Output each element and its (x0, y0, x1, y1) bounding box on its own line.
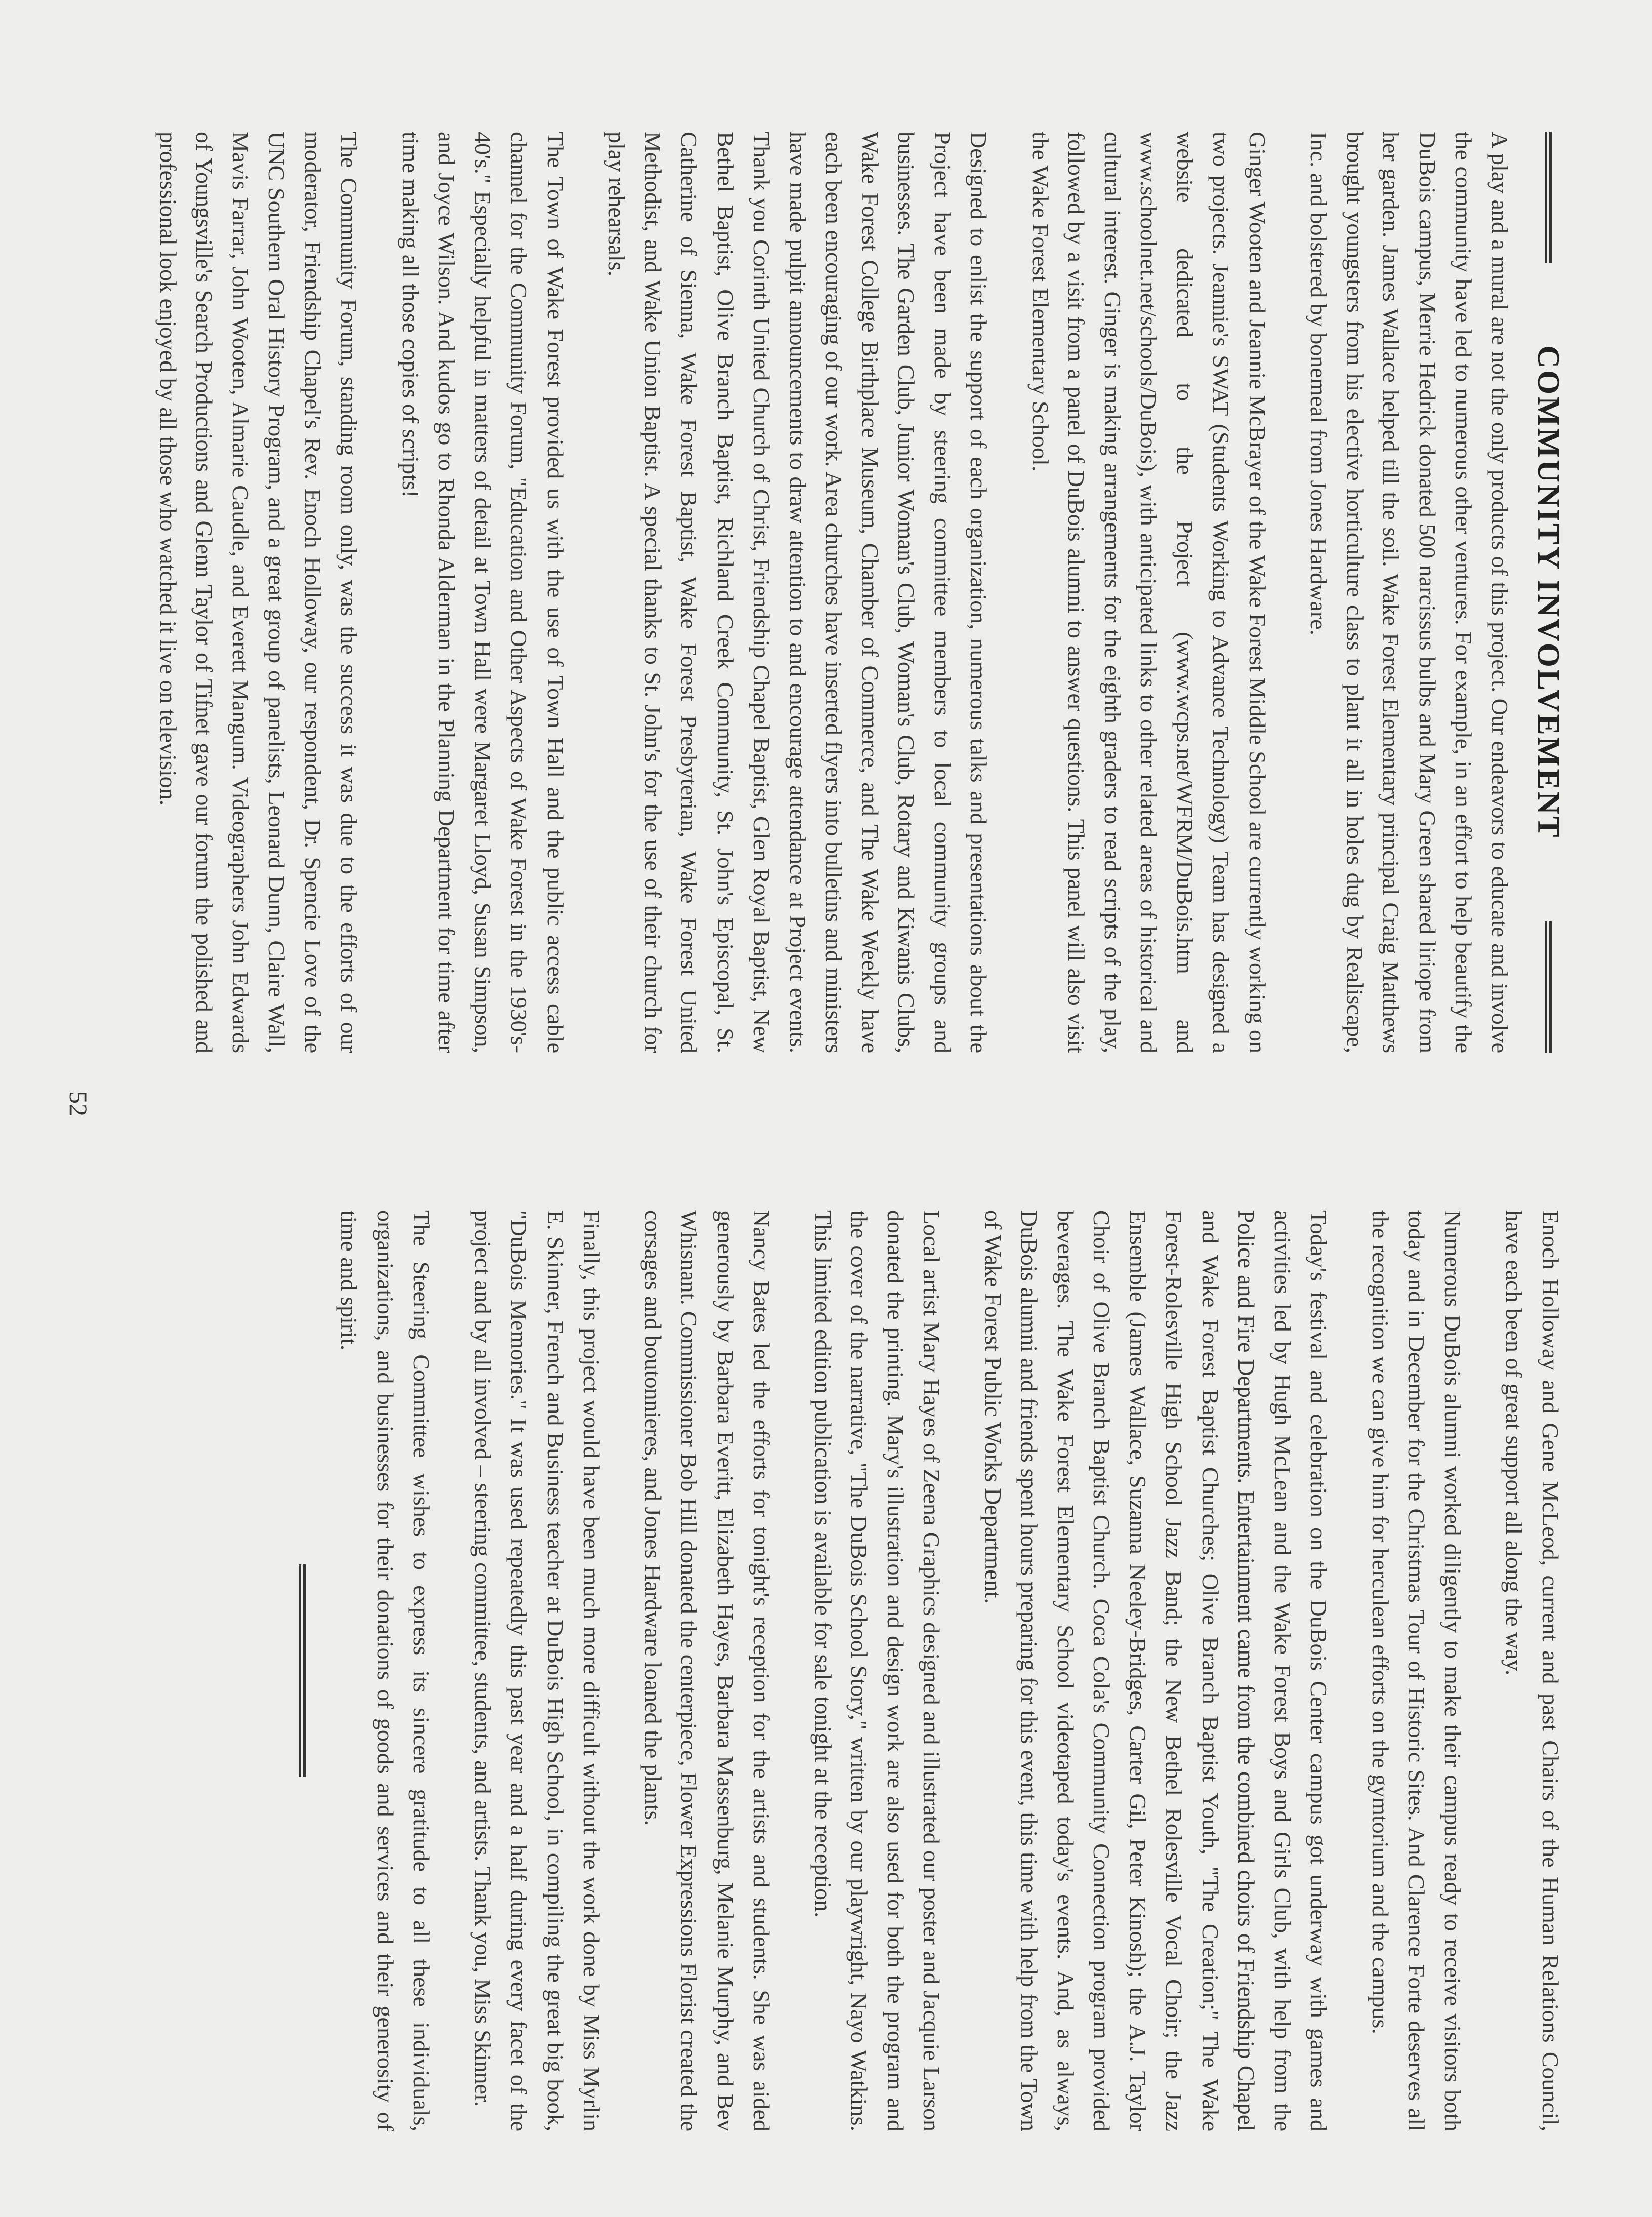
left-column (125, 132, 1518, 1053)
paragraph: Designed to enlist the support of each organization, numerous talks and presentations about the Project have been made by steering committee members to local community groups and businesses. The Garden Club, Junior Woman's Club, Woman's Club, Rotary and Kiwanis Clubs, Wake Forest College Birthplace Museum, Chamber of Commerce, and The Wake Weekly have each been encouraging of our work. Area churches have inserted flyers into bulletins and ministers have made pulpit announcements to draw attention to and encourage attendance at Project events. Thank you Corinth United Church of Christ, Friendship Chapel Baptist, Glen Royal Baptist, New Bethel Baptist, Olive Branch Baptist, Richland Creek Community, St. John's Episcopal, St. Catherine of Sienna, Wake Forest Baptist, Wake Forest Presbyterian, Wake Forest United Methodist, and Wake Union Baptist. A special thanks to St. John's for the use of their church for play rehearsals. (604, 132, 992, 1053)
page-title: COMMUNITY INVOLVEMENT (1531, 345, 1566, 839)
paragraph: The Community Forum, standing room only, was the success it was due to the efforts of our moderator, Friendship Chapel's Rev. Enoch Holloway, our respondent, Dr. Spencie Love of the UNC Southern Oral History Program, and a great group of panelists, Leonard Dunn, Claire Wall, Mavis Farrar, John Wooten, Almarie Caudle, and Everett Mangum. Videographers John Edwards of Youngsville's Search Productions and Glenn Taylor of Tifnet gave our forum the polished and professional look enjoyed by all those who watched it live on television. (155, 132, 362, 1053)
paragraph: Numerous DuBois alumni worked diligently to make their campus ready to receive visitors both today and in December for the Christmas Tour of Historic Sites. And Clarence Forte deserves all the recognition we can give him for herculean efforts on the gymtorium and the campus. (1368, 1210, 1466, 2131)
paragraph: Finally, this project would have been much more difficult without the work done by Miss Myrlin E. Skinner, French and Business teacher at DuBois High School, in compiling the great big book, "DuBois Memories." It was used repeatedly this past year and a half during every facet of the project and by all involved – steering committee, students, and artists. Thank you, Miss Skinner. (470, 1210, 605, 2131)
paragraph: Ginger Wooten and Jeannie McBrayer of the Wake Forest Middle School are currently working on two projects. Jeannie's SWAT (Students Working to Advance Technology) Team has designed a website dedicated to the Project (www.wcps.net/WFRM/DuBois.htm and www.schoolnet.net/schools/DuBois), with anticipated links to other related areas of historical and cultural interest. Ginger is making arrangements for the eighth graders to read scripts of the play, followed by a visit from a panel of DuBois alumni to answer questions. This panel will also visit the Wake Forest Elementary School. (1027, 132, 1270, 1053)
closing-rule (299, 1210, 306, 2131)
title-row (1528, 132, 1568, 1053)
title-rule-right (1545, 921, 1552, 1053)
paragraph: The Town of Wake Forest provided us with the use of Town Hall and the public access cable channel for the Community Forum, "Education and Other Aspects of Wake Forest in the 1930's-40's." Especially helpful in matters of detail at Town Hall were Margaret Lloyd, Susan Simpson, and Joyce Wilson. And kudos go to Rhonda Alderman in the Planning Department for time after time making all those copies of scripts! (398, 132, 568, 1053)
title-rule-left (1545, 132, 1552, 263)
paragraph: Enoch Holloway and Gene McLeod, current and past Chairs of the Human Relations Council, have each been of great support all along the way. (1501, 1210, 1563, 2131)
paragraph: Local artist Mary Hayes of Zeena Graphics designed and illustrated our poster and Jacquie Larson donated the printing. Mary's illustration and design work are also used for both the program and the cover of the narrative, "The DuBois School Story," written by our playwright, Nayo Watkins. This limited edition publication is available for sale tonight at the reception. (810, 1210, 945, 2131)
right-column (299, 1210, 1568, 2131)
closing-rule-line (299, 1564, 306, 1777)
paragraph: Today's festival and celebration on the DuBois Center campus got underway with games and activities led by Hugh McLean and the Wake Forest Boys and Girls Club, with help from the Police and Fire Departments. Entertainment came from the combined choirs of Friendship Chapel and Wake Forest Baptist Churches; Olive Branch Baptist Youth, "The Creation;" The Wake Forest-Rolesville High School Jazz Band; the New Bethel Rolesville Vocal Choir; the Jazz Ensemble (James Wallace, Suzanna Neeley-Bridges, Carter Gil, Peter Kinosh); the A.J. Taylor Choir of Olive Branch Baptist Church. Coca Cola's Community Connection program provided beverages. The Wake Forest Elementary School videotaped today's events. And, as always, DuBois alumni and friends spent hours preparing for this event, this time with help from the Town of Wake Forest Public Works Department. (980, 1210, 1332, 2131)
paragraph: The Steering Committee wishes to express its sincere gratitude to all these individuals, organizations, and businesses for their donations of goods and services and their generosity of time and spirit. (336, 1210, 435, 2131)
paragraph: Nancy Bates led the efforts for tonight's reception for the artists and students. She was aided generously by Barbara Everitt, Elizabeth Hayes, Barbara Massenburg, Melanie Murphy, and Bev Whisnant. Commissioner Bob Hill donated the centerpiece, Flower Expressions Florist created the corsages and boutonnieres, and Jones Hardware loaned the plants. (640, 1210, 775, 2131)
page-number: 52 (64, 1091, 93, 1116)
paragraph: A play and a mural are not the only products of this project. Our endeavors to educate and involve the community have led to numerous other ventures. For example, in an effort to help beautify the DuBois campus, Merrie Hedrick donated 500 narcissus bulbs and Mary Green shared liriope from her garden. James Wallace helped till the soil. Wake Forest Elementary principal Craig Matthews brought youngsters from his elective horticulture class to plant it all in holes dug by Realiscape, Inc. and bolstered by bonemeal from Jones Hardware. (1306, 132, 1513, 1053)
